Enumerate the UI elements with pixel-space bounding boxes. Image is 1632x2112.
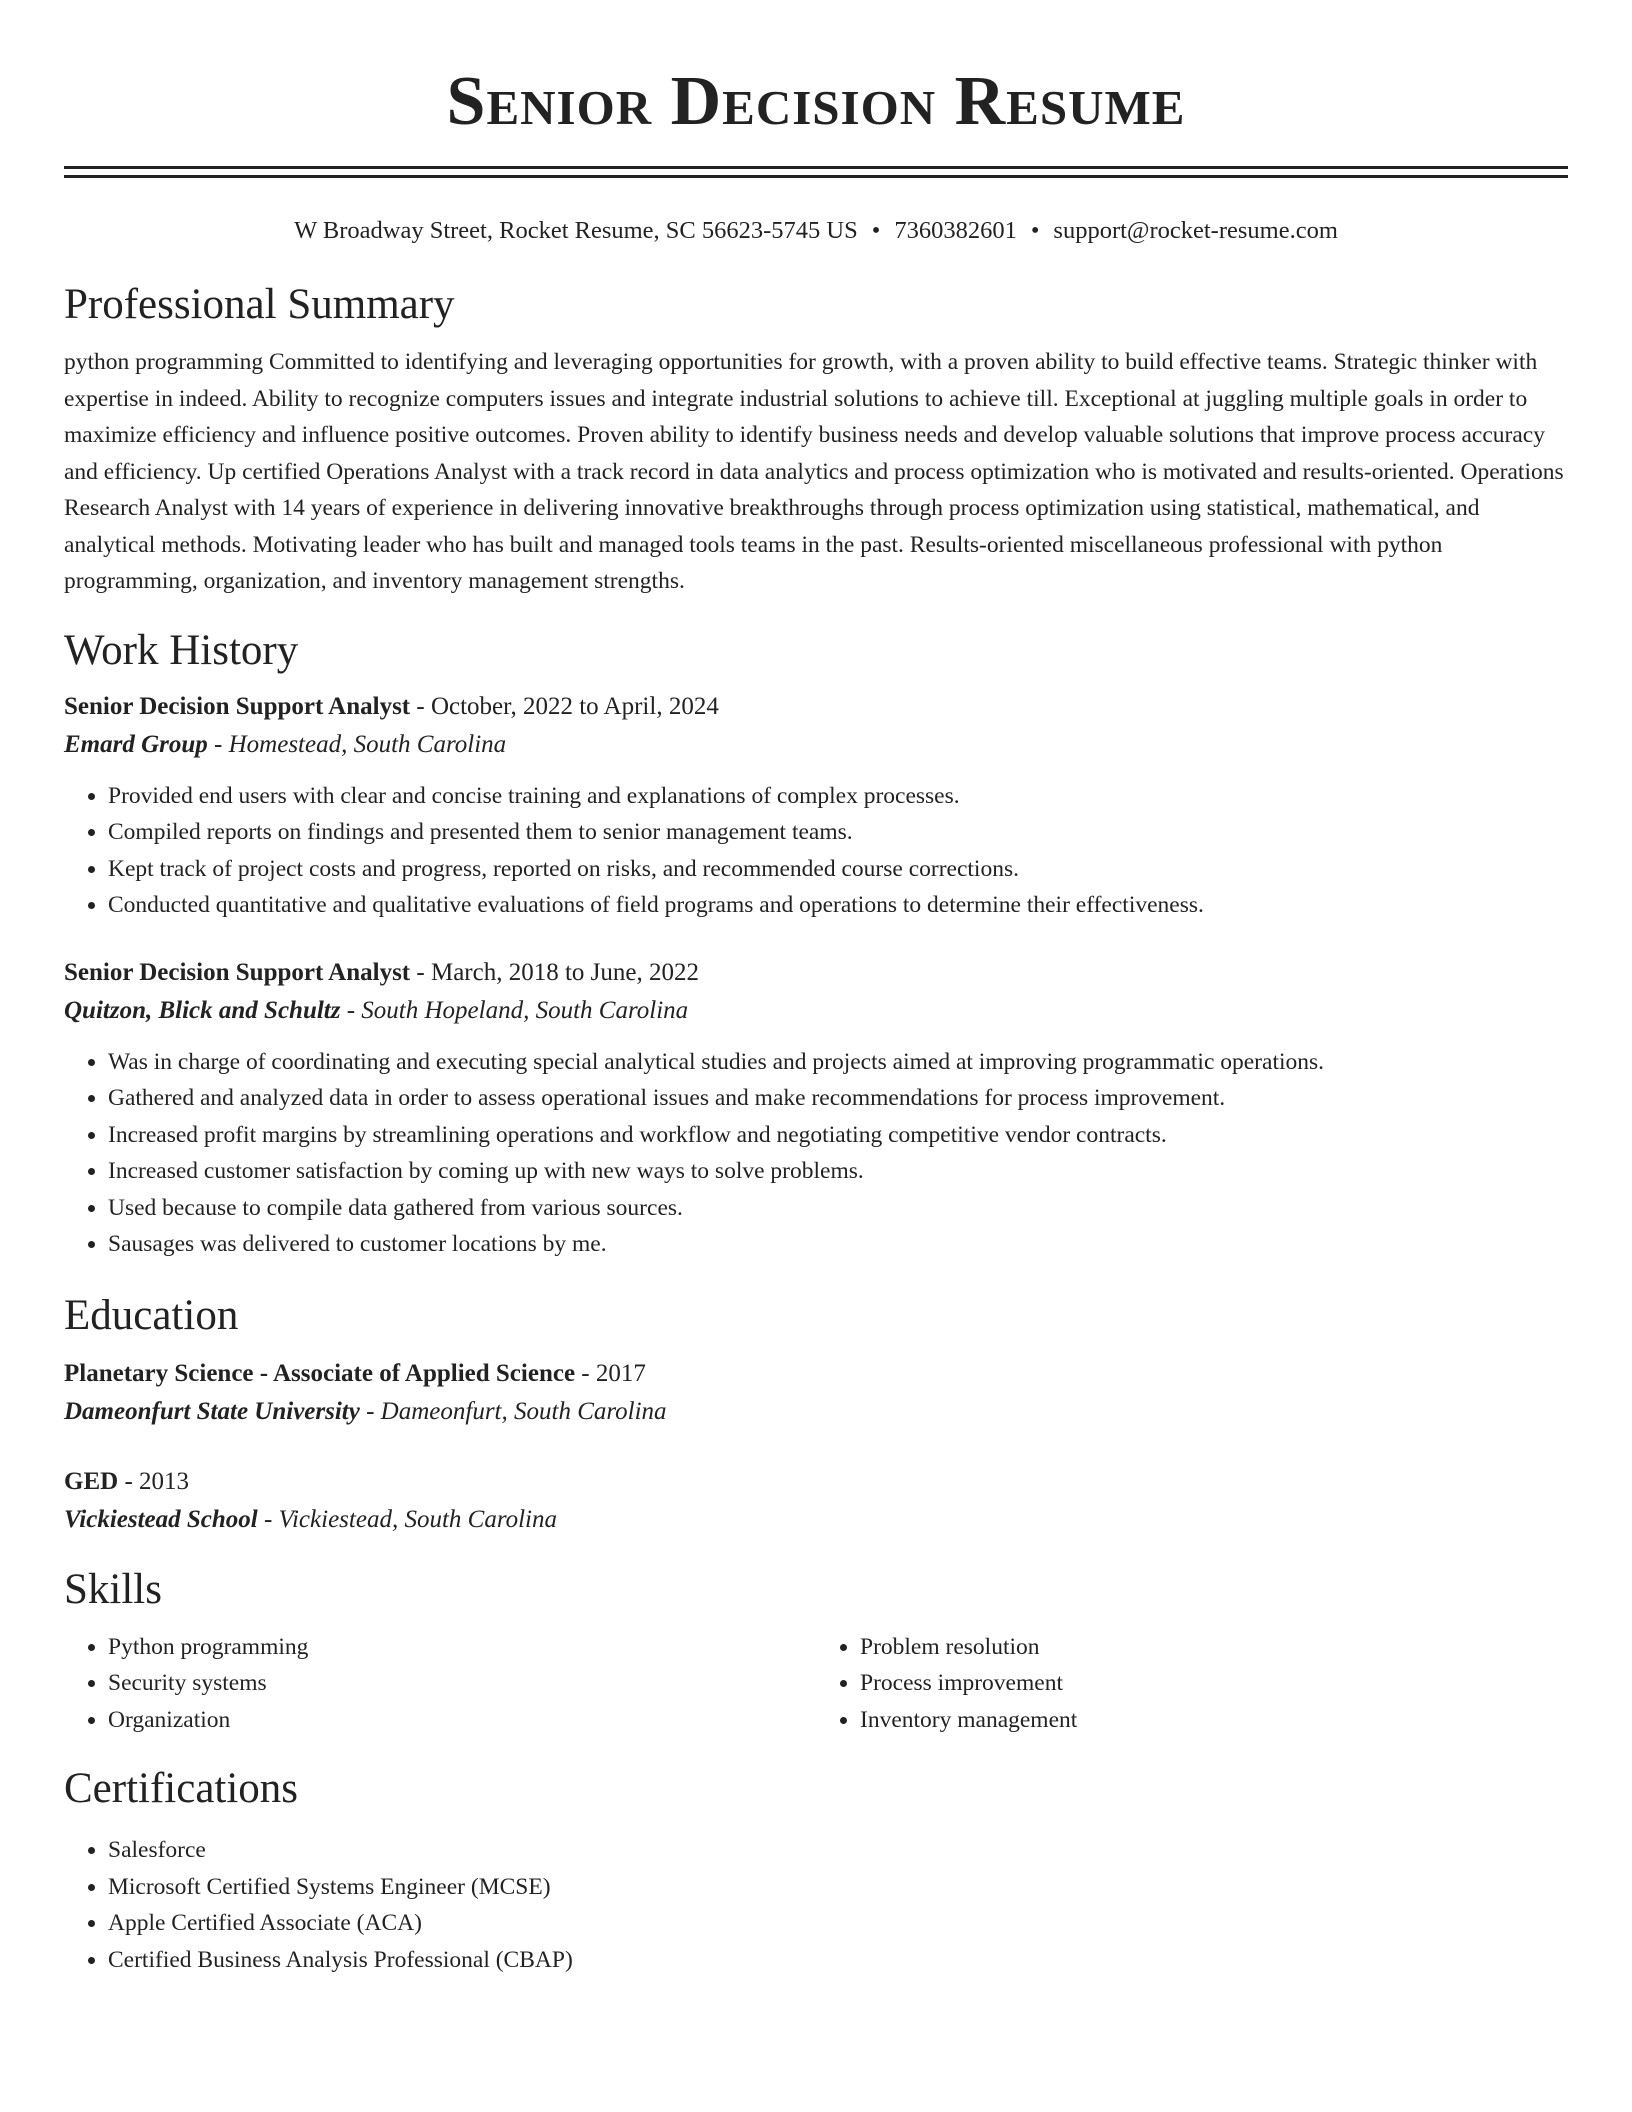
list-item: • Kept track of project costs and progress, reported on risks, and recommended course corrections. [108,851,1568,888]
job-title-line [64,688,1568,726]
school-name: Vickiestead School [64,1505,258,1533]
contact-separator: • [1030,217,1040,244]
summary-heading: Professional Summary [64,281,455,328]
list-item: • Sausages was delivered to customer locations by me. [108,1226,1568,1263]
job-entry [64,954,1568,1263]
summary-text: python programming Committed to identifying and leveraging opportunities for growth, with a proven ability to build effective teams. Strategic thinker with expertise in indeed. Ability to recognize computers issues and integrate industrial solutions to achieve till. Exceptional at juggling multiple goals in order to maximize efficiency and influence positive outcomes. Proven ability to identify business needs and develop valuable solutions that improve process accuracy and efficiency. Up certified Operations Analyst with a track record in data analytics and process optimization who is motivated and results-oriented. Operations Research Analyst with 14 years of experience in delivering innovative breakthroughs through process optimization using statistical, mathematical, and analytical methods. Motivating leader who has built and managed tools teams in the past. Results-oriented miscellaneous professional with python programming, organization, and inventory management strengths. [64,349,1564,594]
skills-list-left [64,1629,816,1739]
title-divider-top [64,166,1568,169]
list-item: • Inventory management [860,1702,1568,1739]
list-item: • Apple Certified Associate (ACA) [108,1905,1568,1942]
list-item: • Problem resolution [860,1629,1568,1666]
certifications-list [64,1832,1568,1978]
list-item: • Was in charge of coordinating and executing special analytical studies and projects aimed at improving programmatic operations. [108,1044,1568,1081]
job-dates: - October, 2022 to April, 2024 [410,692,719,720]
school-location: - Dameonfurt, South Carolina [359,1397,667,1425]
list-item: • Organization [108,1702,816,1739]
school-name: Dameonfurt State University [64,1397,360,1425]
list-item: • Compiled reports on findings and presented them to senior management teams. [108,814,1568,851]
degree-name: GED [64,1467,119,1495]
list-item: • Salesforce [108,1832,1568,1869]
list-item: • Process improvement [860,1665,1568,1702]
job-location: - South Hopeland, South Carolina [340,996,689,1024]
degree-year: - 2017 [575,1359,646,1387]
job-company: Quitzon, Blick and Schultz [64,996,341,1024]
job-title: Senior Decision Support Analyst [64,692,411,720]
job-title: Senior Decision Support Analyst [64,958,411,986]
school-line [64,1501,1568,1539]
degree-line [64,1463,1568,1501]
job-title-line [64,954,1568,992]
list-item: • Conducted quantitative and qualitative evaluations of field programs and operations to determine their effectiveness. [108,887,1568,924]
job-entry [64,688,1568,924]
skills-columns [64,1629,1568,1739]
list-item: • Increased customer satisfaction by coming up with new ways to solve problems. [108,1153,1568,1190]
list-item: • Gathered and analyzed data in order to assess operational issues and make recommendations for process improvement. [108,1080,1568,1117]
list-item: • Increased profit margins by streamlining operations and workflow and negotiating competitive vendor contracts. [108,1117,1568,1154]
job-dates: - March, 2018 to June, 2022 [410,958,699,986]
contact-phone: 7360382601 [894,217,1017,244]
resume-page [64,0,1568,1978]
list-item: • Certified Business Analysis Professional (CBAP) [108,1942,1568,1979]
list-item: • Microsoft Certified Systems Engineer (MCSE) [108,1869,1568,1906]
list-item: • Python programming [108,1629,816,1666]
skills-list-right [816,1629,1568,1739]
degree-name: Planetary Science - Associate of Applied Science [64,1359,576,1387]
contact-separator: • [871,217,881,244]
school-line [64,1393,1568,1431]
skills-heading: Skills [64,1565,162,1613]
education-entry [64,1355,1568,1431]
degree-year: - 2013 [118,1467,190,1495]
list-item: • Security systems [108,1665,816,1702]
list-item: • Provided end users with clear and concise training and explanations of complex processes. [108,778,1568,815]
list-item: • Used because to compile data gathered from various sources. [108,1190,1568,1227]
certifications-heading: Certifications [64,1765,299,1812]
job-bullets [64,778,1568,924]
contact-email: support@rocket-resume.com [1053,217,1338,244]
job-location: - Homestead, South Carolina [207,730,507,758]
job-company-line [64,992,1568,1030]
work-history-heading: Work History [64,626,299,674]
school-location: - Vickiestead, South Carolina [257,1505,558,1533]
contact-line [64,216,1568,246]
job-company-line [64,726,1568,764]
education-entry [64,1463,1568,1539]
contact-address: W Broadway Street, Rocket Resume, SC 56623-5745 US [294,217,858,244]
education-heading: Education [64,1291,239,1339]
job-bullets [64,1044,1568,1263]
resume-title: Senior Decision Resume [446,63,1186,140]
job-company: Emard Group [64,730,208,758]
degree-line [64,1355,1568,1393]
title-divider-bottom [64,175,1568,178]
